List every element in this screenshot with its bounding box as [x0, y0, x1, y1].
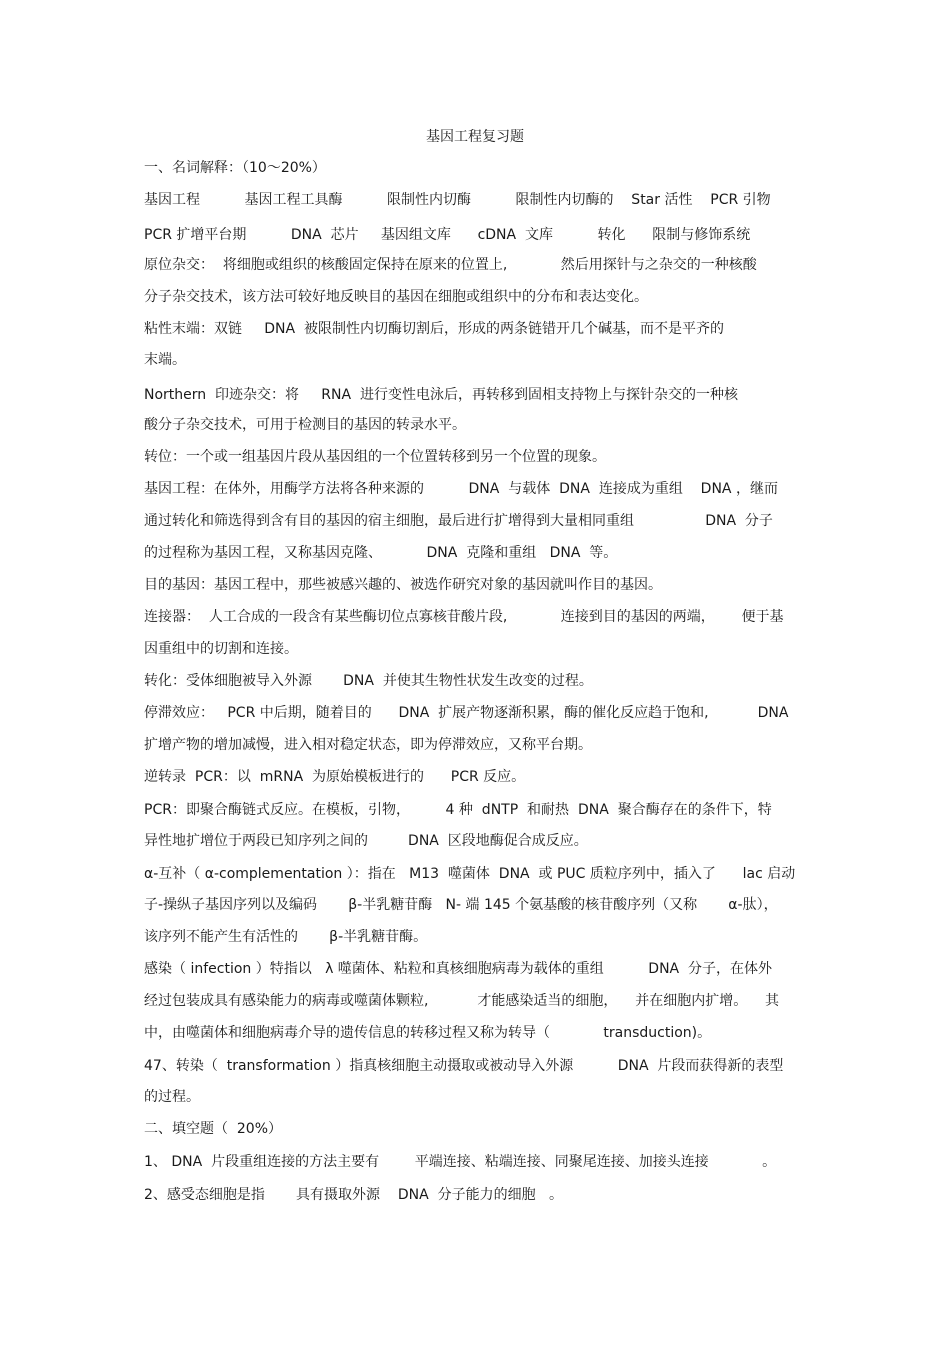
- definition-line: 粘性末端：双链 DNA 被限制性内切酶切割后，形成的两条链错开几个碱基，而不是平齐的: [144, 321, 724, 337]
- definition-line: 异性地扩增位于两段已知序列之间的 DNA 区段地酶促合成反应。: [144, 833, 588, 849]
- term-list: 基因工程 基因工程工具酶 限制性内切酶 限制性内切酶的 Star 活性 PCR 引物: [144, 192, 771, 208]
- section-heading: 一、名词解释：（10～20%）: [144, 160, 326, 176]
- definition-line: 基因工程：在体外，用酶学方法将各种来源的 DNA 与载体 DNA 连接成为重组 DNA ，继而: [144, 481, 778, 497]
- definition-line: 47、转染（ transformation ）指真核细胞主动摄取或被动导入外源 DNA 片段而获得新的表型: [144, 1058, 784, 1074]
- definition-line: 转化：受体细胞被导入外源 DNA 并使其生物性状发生改变的过程。: [144, 673, 593, 689]
- definition-line: 经过包装成具有感染能力的病毒或噬菌体颗粒, 才能感染适当的细胞， 并在细胞内扩增。 其: [144, 993, 780, 1009]
- definition-line: 末端。: [144, 352, 186, 368]
- definition-line: 转位：一个或一组基因片段从基因组的一个位置转移到另一个位置的现象。: [144, 449, 606, 465]
- question-line: 1、 DNA 片段重组连接的方法主要有 平端连接、粘端连接、同聚尾连接、加接头连接 。: [144, 1154, 777, 1170]
- definition-line: 通过转化和筛选得到含有目的基因的宿主细胞，最后进行扩增得到大量相同重组 DNA 分子: [144, 513, 773, 529]
- definition-line: 逆转录 PCR：以 mRNA 为原始模板进行的 PCR 反应。: [144, 769, 526, 785]
- definition-line: 酸分子杂交技术，可用于检测目的基因的转录水平。: [144, 417, 466, 433]
- definition-line: 目的基因：基因工程中，那些被感兴趣的、被选作研究对象的基因就叫作目的基因。: [144, 577, 662, 593]
- definition-line: 扩增产物的增加减慢，进入相对稳定状态，即为停滞效应，又称平台期。: [144, 737, 592, 753]
- question-line: 2、感受态细胞是指 具有摄取外源 DNA 分子能力的细胞 。: [144, 1187, 563, 1203]
- section-heading: 二、填空题（ 20%）: [144, 1121, 283, 1137]
- term-list: PCR 扩增平台期 DNA 芯片 基因组文库 cDNA 文库 转化 限制与修饰系统: [144, 227, 751, 243]
- definition-line: 感染（ infection ）特指以 λ 噬菌体、粘粒和真核细胞病毒为载体的重组 DNA 分子，在体外: [144, 961, 773, 977]
- definition-line: 子-操纵子基因序列以及编码 β-半乳糖苷酶 N- 端 145 个氨基酸的核苷酸序列（又称 α-肽），: [144, 897, 778, 913]
- definition-line: 分子杂交技术，该方法可较好地反映目的基因在细胞或组织中的分布和表达变化。: [144, 289, 648, 305]
- definition-line: Northern 印迹杂交：将 RNA 进行变性电泳后，再转移到固相支持物上与探针杂交的一种核: [144, 387, 738, 403]
- definition-line: 连接器： 人工合成的一段含有某些酶切位点寡核苷酸片段, 连接到目的基因的两端， 便于基: [144, 609, 784, 625]
- definition-line: 停滞效应： PCR 中后期，随着目的 DNA 扩展产物逐渐积累，酶的催化反应趋于饱和, DNA: [144, 705, 789, 721]
- definition-line: 中，由噬菌体和细胞病毒介导的遗传信息的转移过程又称为转导（ transduction)。: [144, 1025, 712, 1041]
- definition-line: 的过程称为基因工程，又称基因克隆、 DNA 克隆和重组 DNA 等。: [144, 545, 618, 561]
- document-title: 基因工程复习题: [426, 129, 524, 145]
- definition-line: PCR：即聚合酶链式反应。在模板，引物， 4 种 dNTP 和耐热 DNA 聚合酶存在的条件下，特: [144, 802, 772, 818]
- definition-line: 因重组中的切割和连接。: [144, 641, 298, 657]
- definition-line: 该序列不能产生有活性的 β-半乳糖苷酶。: [144, 929, 428, 945]
- definition-line: α-互补（ α-complementation ）：指在 M13 噬菌体 DNA 或 PUC 质粒序列中，插入了 lac 启动: [144, 866, 796, 882]
- definition-line: 原位杂交： 将细胞或组织的核酸固定保持在原来的位置上, 然后用探针与之杂交的一种核酸: [144, 257, 757, 273]
- definition-line: 的过程。: [144, 1089, 200, 1105]
